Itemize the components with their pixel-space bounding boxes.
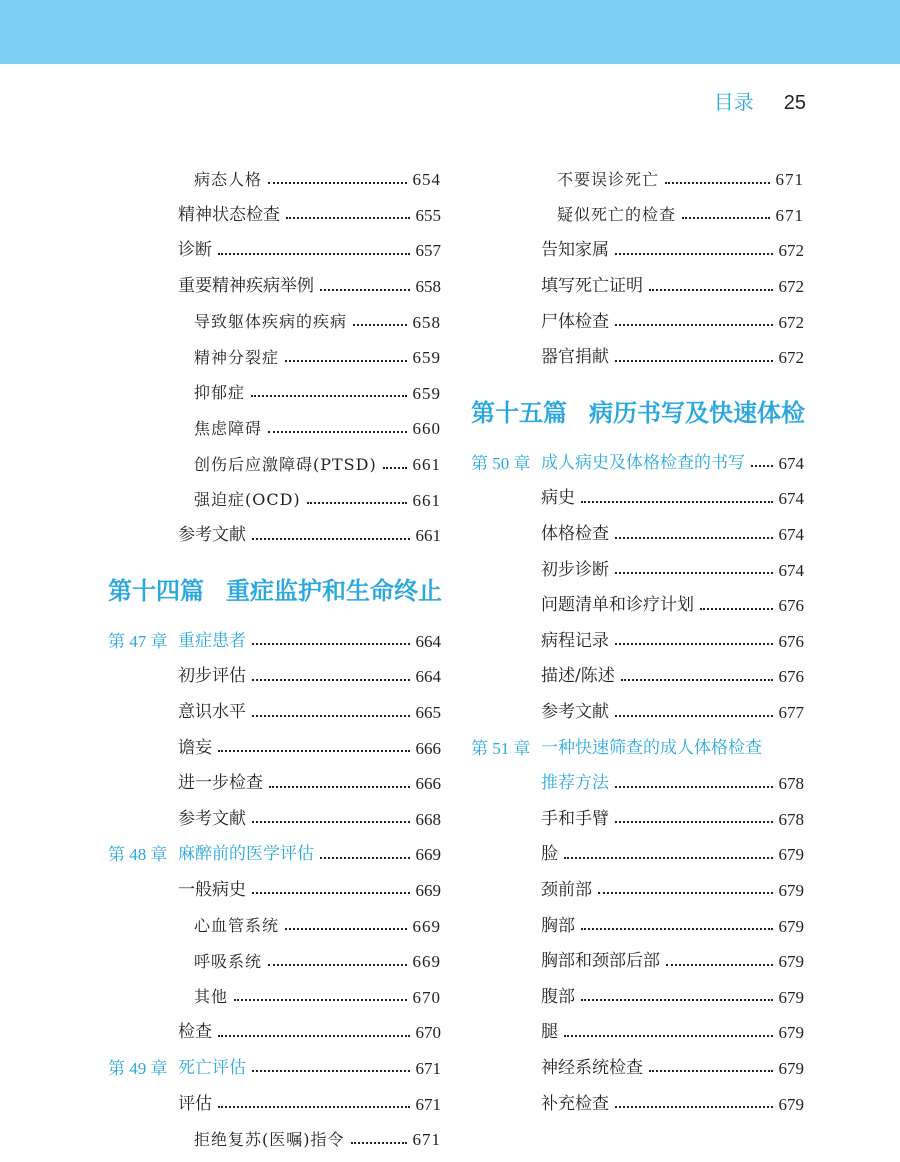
entry-title: 心血管系统 xyxy=(194,916,280,936)
entry-title: 精神分裂症 xyxy=(194,347,280,367)
entry-page-number: 672 xyxy=(778,277,804,297)
dot-leader xyxy=(665,182,769,184)
toc-entry[interactable] xyxy=(471,304,804,340)
toc-entry[interactable] xyxy=(108,1122,441,1158)
entry-title: 精神状态检查 xyxy=(178,204,280,225)
entry-page-number: 670 xyxy=(412,987,441,1007)
entry-title: 诊断 xyxy=(178,240,212,261)
entry-title: 参考文献 xyxy=(178,525,246,546)
dot-leader xyxy=(268,964,406,966)
dot-leader xyxy=(285,928,406,930)
entry-title: 告知家属 xyxy=(541,240,609,261)
toc-entry[interactable] xyxy=(108,908,441,944)
dot-leader xyxy=(615,572,773,574)
entry-title: 胸部 xyxy=(541,915,575,936)
dot-leader xyxy=(564,857,773,859)
entry-title: 创伤后应激障碍(PTSD) xyxy=(194,454,377,474)
toc-entry[interactable] xyxy=(108,269,441,305)
dot-leader xyxy=(615,821,773,823)
toc-entry[interactable] xyxy=(471,1086,804,1122)
entry-title: 问题清单和诊疗计划 xyxy=(541,595,694,616)
entry-title: 脸 xyxy=(541,844,558,865)
dot-leader xyxy=(252,538,410,540)
entry-title: 器官捐献 xyxy=(541,347,609,368)
entry-page-number: 654 xyxy=(412,170,441,190)
entry-title: 其他 xyxy=(194,987,229,1007)
dot-leader xyxy=(615,715,773,717)
entry-page-number: 679 xyxy=(778,880,804,900)
entry-title: 腹部 xyxy=(541,986,575,1007)
toc-entry[interactable] xyxy=(108,979,441,1015)
entry-page-number: 671 xyxy=(412,1130,441,1150)
entry-title: 尸体检查 xyxy=(541,311,609,332)
dot-leader xyxy=(251,395,406,397)
dot-leader xyxy=(218,253,410,255)
chapter-number: 第 47 章 xyxy=(108,631,168,651)
entry-page-number: 674 xyxy=(778,453,804,473)
dot-leader xyxy=(252,679,410,681)
entry-page-number: 659 xyxy=(412,348,441,368)
entry-page-number: 670 xyxy=(415,1023,441,1043)
entry-title: 成人病史及体格检查的书写 xyxy=(541,452,745,473)
toc-entry[interactable] xyxy=(471,269,804,305)
dot-leader xyxy=(353,324,406,326)
toc-entry[interactable] xyxy=(108,659,441,695)
entry-page-number: 679 xyxy=(778,1058,804,1078)
dot-leader xyxy=(564,1035,773,1037)
entry-page-number: 672 xyxy=(778,348,804,368)
entry-title: 病程记录 xyxy=(541,630,609,651)
entry-page-number: 666 xyxy=(415,774,441,794)
toc-entry[interactable] xyxy=(471,481,804,517)
chapter-number: 第 49 章 xyxy=(108,1058,168,1078)
part-number: 第十四篇 xyxy=(108,577,204,606)
entry-page-number: 671 xyxy=(775,205,804,225)
entry-page-number: 679 xyxy=(778,1023,804,1043)
entry-title: 进一步检查 xyxy=(178,773,263,794)
toc-entry[interactable] xyxy=(471,198,804,234)
toc-chapter-entry[interactable] xyxy=(471,730,804,766)
toc-left-column xyxy=(108,162,441,1157)
entry-title: 死亡评估 xyxy=(178,1057,246,1078)
entry-title: 导致躯体疾病的疾病 xyxy=(194,312,348,332)
toc-entry[interactable] xyxy=(108,376,441,412)
entry-page-number: 669 xyxy=(415,880,441,900)
entry-page-number: 655 xyxy=(415,205,441,225)
toc-entry[interactable] xyxy=(108,766,441,802)
toc-entry[interactable] xyxy=(471,624,804,660)
entry-title: 参考文献 xyxy=(541,702,609,723)
dot-leader xyxy=(666,964,773,966)
entry-page-number: 657 xyxy=(415,241,441,261)
dot-leader xyxy=(581,999,773,1001)
entry-title: 手和手臂 xyxy=(541,808,609,829)
entry-page-number: 678 xyxy=(778,809,804,829)
entry-page-number: 679 xyxy=(778,916,804,936)
dot-leader xyxy=(383,467,407,469)
toc-entry[interactable] xyxy=(108,802,441,838)
part-title: 病历书写及快速体检 xyxy=(589,399,805,428)
dot-leader xyxy=(649,289,773,291)
dot-leader xyxy=(285,360,406,362)
entry-title: 颈前部 xyxy=(541,879,592,900)
toc-entry[interactable] xyxy=(108,1015,441,1051)
toc-entry[interactable] xyxy=(471,659,804,695)
entry-page-number: 666 xyxy=(415,738,441,758)
toc-entry[interactable] xyxy=(471,552,804,588)
entry-page-number: 676 xyxy=(778,596,804,616)
dot-leader xyxy=(700,608,773,610)
entry-title: 推荐方法 xyxy=(541,773,609,794)
entry-title: 谵妄 xyxy=(178,737,212,758)
running-header xyxy=(714,86,806,115)
entry-title: 一种快速筛查的成人体格检查 xyxy=(541,737,762,758)
dot-leader xyxy=(234,999,406,1001)
entry-page-number: 659 xyxy=(412,383,441,403)
entry-page-number: 674 xyxy=(778,525,804,545)
entry-page-number: 664 xyxy=(415,667,441,687)
entry-page-number: 668 xyxy=(415,809,441,829)
toc-entry[interactable] xyxy=(471,944,804,980)
toc-entry[interactable] xyxy=(471,162,804,198)
entry-title: 疑似死亡的检查 xyxy=(557,205,677,225)
entry-title: 胸部和颈部后部 xyxy=(541,951,660,972)
toc-entry[interactable] xyxy=(108,447,441,483)
entry-page-number: 658 xyxy=(412,312,441,332)
toc-chapter-entry[interactable] xyxy=(471,766,804,802)
toc-entry[interactable] xyxy=(471,1015,804,1051)
entry-title: 拒绝复苏(医嘱)指令 xyxy=(194,1129,345,1149)
chapter-number: 第 50 章 xyxy=(471,453,531,473)
dot-leader xyxy=(615,786,773,788)
dot-leader xyxy=(751,465,773,467)
entry-title: 填写死亡证明 xyxy=(541,276,643,297)
dot-leader xyxy=(252,715,410,717)
toc-entry[interactable] xyxy=(471,517,804,553)
dot-leader xyxy=(252,821,410,823)
entry-page-number: 661 xyxy=(415,526,441,546)
section-title: 目录 xyxy=(713,90,754,114)
dot-leader xyxy=(218,750,410,752)
entry-page-number: 676 xyxy=(778,631,804,651)
entry-page-number: 676 xyxy=(778,667,804,687)
toc-entry[interactable] xyxy=(471,802,804,838)
entry-title: 一般病史 xyxy=(178,879,246,900)
entry-page-number: 671 xyxy=(415,1094,441,1114)
part-number: 第十五篇 xyxy=(471,399,567,428)
page-number: 25 xyxy=(783,92,806,114)
toc-chapter-entry[interactable] xyxy=(108,837,441,873)
toc-chapter-entry[interactable] xyxy=(108,1051,441,1087)
entry-title: 体格检查 xyxy=(541,524,609,545)
dot-leader xyxy=(615,324,773,326)
toc-entry[interactable] xyxy=(108,873,441,909)
top-color-band xyxy=(0,0,900,64)
toc-entry[interactable] xyxy=(108,340,441,376)
dot-leader xyxy=(351,1142,407,1144)
dot-leader xyxy=(320,289,410,291)
entry-page-number: 674 xyxy=(778,560,804,580)
entry-page-number: 661 xyxy=(412,490,441,510)
entry-title: 评估 xyxy=(178,1093,212,1114)
toc-entry[interactable] xyxy=(108,162,441,198)
chapter-number: 第 48 章 xyxy=(108,845,168,865)
dot-leader xyxy=(621,679,773,681)
toc-right-column xyxy=(471,162,804,1122)
dot-leader xyxy=(252,892,410,894)
toc-entry[interactable] xyxy=(471,695,804,731)
entry-title: 补充检查 xyxy=(541,1093,609,1114)
dot-leader xyxy=(615,253,773,255)
toc-entry[interactable] xyxy=(108,944,441,980)
dot-leader xyxy=(268,182,406,184)
entry-title: 意识水平 xyxy=(178,702,246,723)
entry-title: 病态人格 xyxy=(194,169,263,189)
entry-title: 神经系统检查 xyxy=(541,1057,643,1078)
toc-entry[interactable] xyxy=(471,588,804,624)
toc-entry[interactable] xyxy=(108,233,441,269)
entry-title: 呼吸系统 xyxy=(194,951,263,971)
entry-title: 不要误诊死亡 xyxy=(557,169,660,189)
entry-title: 初步诊断 xyxy=(541,559,609,580)
dot-leader xyxy=(269,786,410,788)
part-title: 重症监护和生命终止 xyxy=(226,577,442,606)
dot-leader xyxy=(218,1106,410,1108)
toc-entry[interactable] xyxy=(471,1051,804,1087)
entry-title: 描述/陈述 xyxy=(541,666,615,687)
toc-entry[interactable] xyxy=(471,873,804,909)
entry-page-number: 660 xyxy=(412,419,441,439)
toc-entry[interactable] xyxy=(108,304,441,340)
entry-page-number: 671 xyxy=(415,1058,441,1078)
dot-leader xyxy=(682,217,769,219)
dot-leader xyxy=(252,1070,410,1072)
entry-page-number: 671 xyxy=(775,170,804,190)
entry-page-number: 679 xyxy=(778,952,804,972)
dot-leader xyxy=(307,502,407,504)
entry-title: 强迫症(OCD) xyxy=(194,490,301,510)
entry-title: 病史 xyxy=(541,488,575,509)
entry-page-number: 665 xyxy=(415,703,441,723)
toc-entry[interactable] xyxy=(108,518,441,554)
toc-entry[interactable] xyxy=(471,233,804,269)
entry-page-number: 669 xyxy=(412,952,441,972)
entry-page-number: 658 xyxy=(415,277,441,297)
dot-leader xyxy=(218,1035,410,1037)
dot-leader xyxy=(615,1106,773,1108)
entry-page-number: 672 xyxy=(778,312,804,332)
entry-page-number: 679 xyxy=(778,987,804,1007)
toc-chapter-entry[interactable] xyxy=(108,624,441,660)
entry-page-number: 679 xyxy=(778,1094,804,1114)
entry-title: 麻醉前的医学评估 xyxy=(178,844,314,865)
entry-title: 重症患者 xyxy=(178,630,246,651)
toc-entry[interactable] xyxy=(108,1086,441,1122)
toc-entry[interactable] xyxy=(108,695,441,731)
chapter-number: 第 51 章 xyxy=(471,738,531,758)
dot-leader xyxy=(615,360,773,362)
toc-entry[interactable] xyxy=(471,837,804,873)
dot-leader xyxy=(598,892,773,894)
entry-page-number: 679 xyxy=(778,845,804,865)
toc-entry[interactable] xyxy=(471,908,804,944)
dot-leader xyxy=(581,928,773,930)
entry-page-number: 669 xyxy=(415,845,441,865)
toc-entry[interactable] xyxy=(108,411,441,447)
entry-title: 重要精神疾病举例 xyxy=(178,276,314,297)
dot-leader xyxy=(268,431,406,433)
toc-entry[interactable] xyxy=(108,730,441,766)
entry-page-number: 661 xyxy=(412,455,441,475)
entry-title: 抑郁症 xyxy=(194,383,246,403)
toc-entry[interactable] xyxy=(471,979,804,1015)
entry-page-number: 674 xyxy=(778,489,804,509)
dot-leader xyxy=(615,537,773,539)
part-heading xyxy=(108,554,441,624)
entry-page-number: 672 xyxy=(778,241,804,261)
dot-leader xyxy=(581,501,773,503)
entry-title: 初步评估 xyxy=(178,666,246,687)
entry-title: 参考文献 xyxy=(178,808,246,829)
toc-chapter-entry[interactable] xyxy=(471,446,804,482)
toc-entry[interactable] xyxy=(108,198,441,234)
toc-entry[interactable] xyxy=(108,482,441,518)
entry-title: 腿 xyxy=(541,1022,558,1043)
dot-leader xyxy=(286,217,410,219)
toc-entry[interactable] xyxy=(471,340,804,376)
entry-title: 检查 xyxy=(178,1022,212,1043)
dot-leader xyxy=(252,643,410,645)
entry-page-number: 664 xyxy=(415,631,441,651)
dot-leader xyxy=(320,857,410,859)
entry-page-number: 677 xyxy=(778,703,804,723)
entry-page-number: 678 xyxy=(778,774,804,794)
entry-title: 焦虑障碍 xyxy=(194,418,263,438)
part-heading xyxy=(471,376,804,446)
entry-page-number: 669 xyxy=(412,916,441,936)
dot-leader xyxy=(649,1070,773,1072)
dot-leader xyxy=(615,643,773,645)
